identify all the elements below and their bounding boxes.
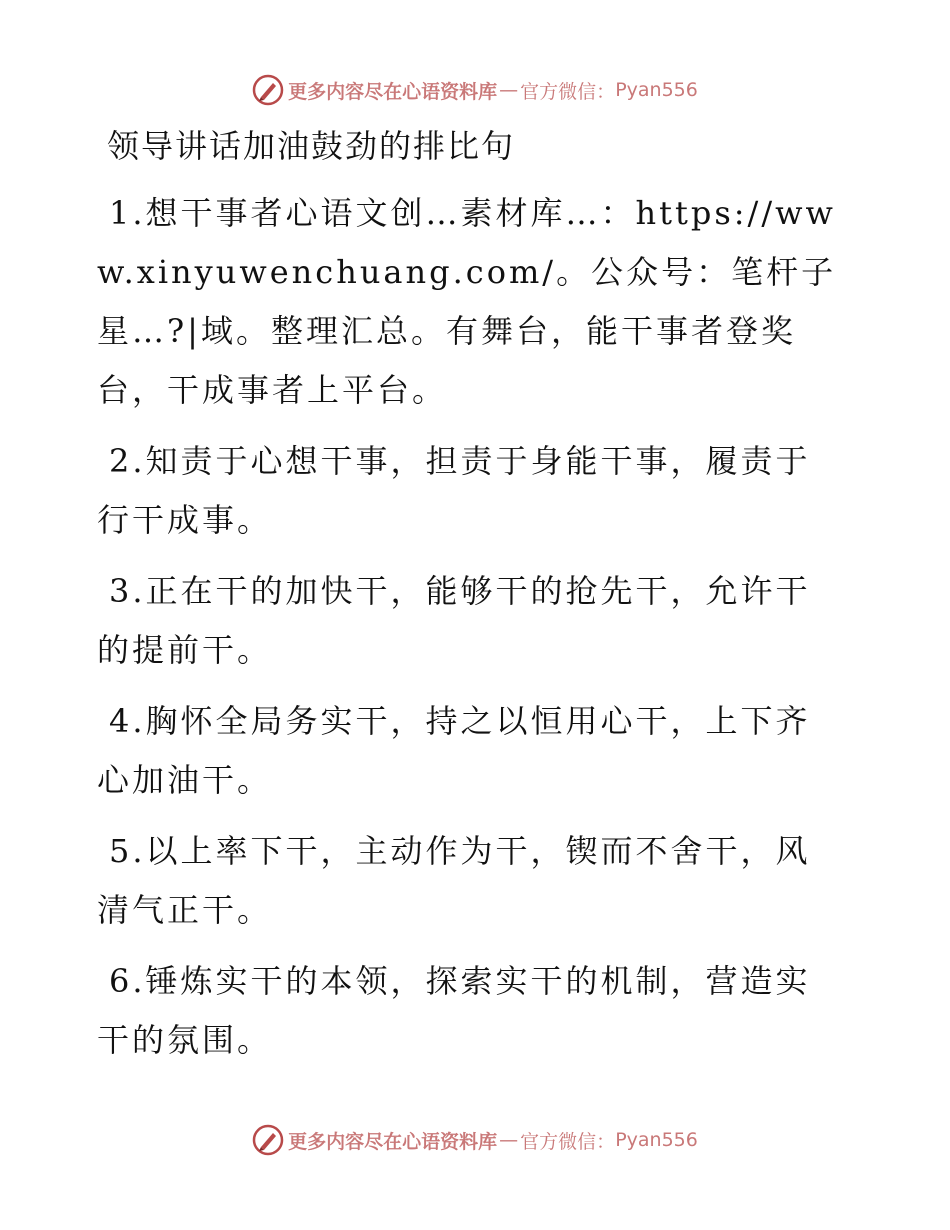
pen-logo-icon <box>252 1124 284 1156</box>
footer-banner <box>0 1120 950 1160</box>
document-title: 领导讲话加油鼓劲的排比句 <box>107 127 516 165</box>
paragraph-6: 6.锤炼实干的本领，探索实干的机制，营造实干的氛围。 <box>97 962 811 1059</box>
header-banner <box>0 70 950 110</box>
banner-separator: — <box>499 79 519 101</box>
banner-wechat-id: Pyan556 <box>615 79 698 101</box>
paragraph-3: 3.正在干的加快干，能够干的抢先干，允许干的提前干。 <box>97 572 811 669</box>
paragraph-5: 5.以上率下干，主动作为干，锲而不舍干，风清气正干。 <box>97 832 811 929</box>
banner-official-label: 官方微信： <box>520 80 616 103</box>
banner-separator: — <box>499 1129 519 1151</box>
document-body <box>97 120 837 1082</box>
banner-official-label: 官方微信： <box>520 1130 616 1153</box>
paragraph-2: 2.知责于心想干事，担责于身能干事，履责于行干成事。 <box>97 442 811 539</box>
pen-logo-icon <box>252 74 284 106</box>
banner-wechat-id: Pyan556 <box>615 1129 698 1151</box>
paragraph-4: 4.胸怀全局务实干，持之以恒用心干，上下齐心加油干。 <box>97 702 811 799</box>
banner-main-text: 更多内容尽在心语资料库 <box>288 1130 498 1153</box>
banner-main-text: 更多内容尽在心语资料库 <box>288 80 498 103</box>
paragraph-1: 1.想干事者心语文创…素材库…：https://www.xinyuwenchuang.com/。公众号：笔杆子星…?|域。整理汇总。有舞台，能干事者登奖台，干成事者上平台。 <box>97 194 837 409</box>
